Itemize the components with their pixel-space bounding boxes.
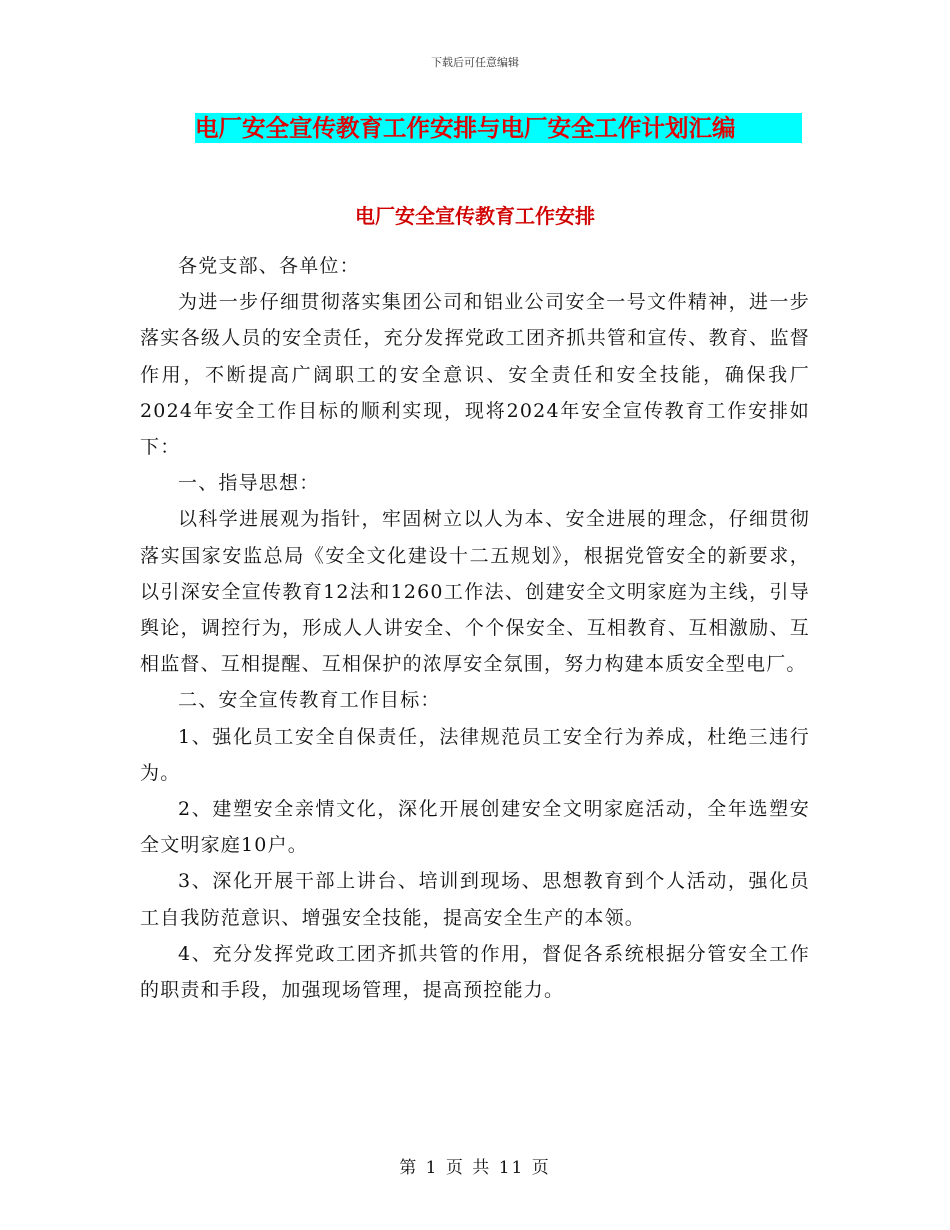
intro-paragraph: 为进一步仔细贯彻落实集团公司和铝业公司安全一号文件精神，进一步落实各级人员的安全责任，充分发挥党政工团齐抓共管和宣传、教育、监督作用，不断提高广阔职工的安全意识、安全责任和安全技能，确保我厂2024年安全工作目标的顺利实现，现将2024年安全宣传教育工作安排如下： <box>140 291 810 459</box>
heading-guiding-ideology: 一、指导思想： <box>178 472 320 495</box>
guiding-ideology-paragraph: 以科学进展观为指针，牢固树立以人为本、安全进展的理念，仔细贯彻落实国家安监总局《安全文化建设十二五规划》，根据党管安全的新要求，以引深安全宣传教育12法和1260工作法、创建安全文明家庭为主线，引导舆论，调控行为，形成人人讲安全、个个保安全、互相教育、互相激励、互相监督、互相提醒、互相保护的浓厚安全氛围，努力构建本质安全型电厂。 <box>140 508 810 676</box>
main-title: 电厂安全宣传教育工作安排与电厂安全工作计划汇编 <box>195 113 802 143</box>
heading-work-goals: 二、安全宣传教育工作目标： <box>178 689 441 712</box>
goal-item-2: 2、建塑安全亲情文化，深化开展创建安全文明家庭活动，全年选塑安全文明家庭10户。 <box>140 798 810 857</box>
goal-item-1: 1、强化员工安全自保责任，法律规范员工安全行为养成，杜绝三违行为。 <box>140 725 810 784</box>
goal-item-4: 4、充分发挥党政工团齐抓共管的作用，督促各系统根据分管安全工作的职责和手段，加强现场管理，提高预控能力。 <box>140 942 810 1002</box>
section-title: 电厂安全宣传教育工作安排 <box>355 204 595 228</box>
main-title-block <box>195 113 802 143</box>
page-footer: 第 1 页 共 11 页 <box>399 1158 551 1178</box>
salutation: 各党支部、各单位： <box>178 255 360 277</box>
goal-item-3: 3、深化开展干部上讲台、培训到现场、思想教育到个人活动，强化员工自我防范意识、增强安全技能，提高安全生产的本领。 <box>140 870 810 929</box>
document-body <box>140 248 810 1008</box>
header-note: 下载后可任意编辑 <box>431 56 519 69</box>
